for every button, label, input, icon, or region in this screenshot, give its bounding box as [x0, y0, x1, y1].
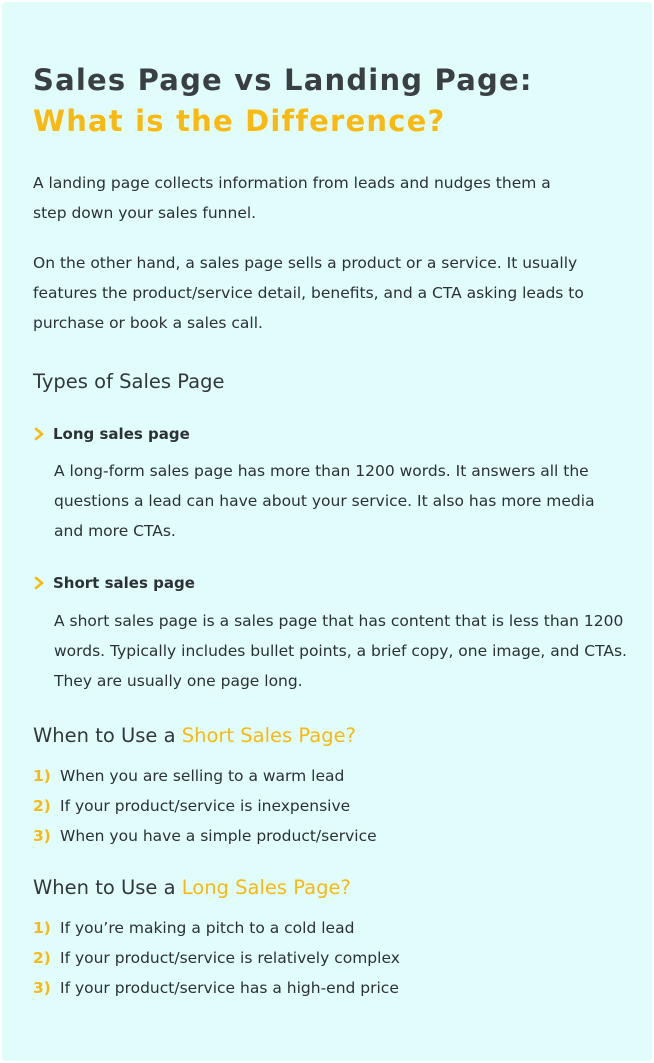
list-number: 2)	[33, 797, 51, 815]
list-text: If your product/service is inexpensive	[60, 797, 351, 815]
intro-p2-line-3: purchase or book a sales call.	[33, 314, 263, 332]
heading-accent: Short Sales Page?	[181, 724, 356, 747]
intro-paragraph-sales	[33, 248, 623, 338]
chevron-right-icon	[33, 427, 53, 441]
list-text: If your product/service is relatively complex	[60, 949, 400, 967]
intro-p2-line-1: On the other hand, a sales page sells a product or a service. It usually	[33, 254, 578, 272]
desc-line: questions a lead can have about your service. It also has more media	[54, 492, 595, 510]
list-item	[33, 821, 377, 851]
infographic-card	[2, 2, 652, 1061]
list-text: When you have a simple product/service	[60, 827, 377, 845]
list-text: If you’re making a pitch to a cold lead	[60, 919, 355, 937]
heading-prefix: When to Use a	[33, 724, 182, 747]
page-title	[33, 60, 533, 142]
chevron-right-icon	[33, 576, 53, 590]
type-item-long-header	[33, 422, 190, 446]
desc-line: A long-form sales page has more than 1200 words. It answers all the	[54, 462, 589, 480]
long-section-heading	[33, 874, 351, 902]
long-section-list	[33, 913, 400, 1003]
type-item-title: Long sales page	[53, 425, 190, 443]
desc-line: and more CTAs.	[54, 522, 176, 540]
short-section-heading	[33, 722, 356, 750]
type-item-description	[54, 456, 646, 546]
list-item	[33, 761, 377, 791]
list-item	[33, 943, 400, 973]
intro-paragraph-landing	[33, 168, 623, 228]
heading-accent: Long Sales Page?	[181, 876, 351, 899]
type-item-short-header	[33, 571, 195, 595]
desc-line: A short sales page is a sales page that has content that is less than 1200	[54, 612, 624, 630]
list-item	[33, 791, 377, 821]
list-number: 3)	[33, 979, 51, 997]
intro-p1-line-1: A landing page collects information from leads and nudges them a	[33, 174, 551, 192]
desc-line: words. Typically includes bullet points, a brief copy, one image, and CTAs.	[54, 642, 627, 660]
list-number: 1)	[33, 767, 51, 785]
title-line-2-highlight: What is the Difference?	[33, 104, 446, 138]
list-item	[33, 913, 400, 943]
list-text: If your product/service has a high-end price	[60, 979, 399, 997]
list-text: When you are selling to a warm lead	[60, 767, 345, 785]
heading-prefix: When to Use a	[33, 876, 182, 899]
intro-p2-line-2: features the product/service detail, benefits, and a CTA asking leads to	[33, 284, 584, 302]
title-line-1: Sales Page vs Landing Page:	[33, 63, 533, 97]
list-number: 2)	[33, 949, 51, 967]
short-section-list	[33, 761, 377, 851]
type-item-title: Short sales page	[53, 574, 195, 592]
list-number: 3)	[33, 827, 51, 845]
list-number: 1)	[33, 919, 51, 937]
desc-line: They are usually one page long.	[54, 672, 303, 690]
type-item-description	[54, 606, 646, 696]
list-item	[33, 973, 400, 1003]
types-heading: Types of Sales Page	[33, 370, 225, 393]
intro-p1-line-2: step down your sales funnel.	[33, 204, 257, 222]
